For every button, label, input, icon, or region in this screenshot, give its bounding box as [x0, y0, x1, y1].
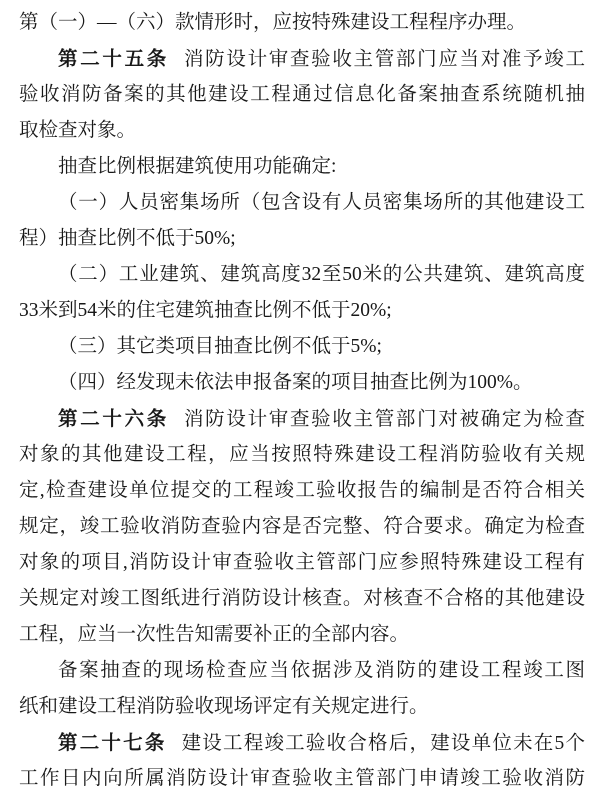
line-text: 抽查比例根据建筑使用功能确定: [58, 156, 337, 177]
text-line [19, 545, 585, 581]
line-text: 工作日内向所属消防设计审查验收主管部门申请竣工验收消防 [19, 768, 585, 789]
line-text: 备案抽查的现场检查应当依据涉及消防的建设工程竣工图 [58, 660, 585, 681]
line-text: 定,检查建设单位提交的工程竣工验收报告的编制是否符合相关 [19, 480, 585, 501]
line-text: 纸和建设工程消防验收现场评定有关规定进行。 [19, 696, 429, 717]
line-text: 程）抽查比例不低于50%; [19, 228, 236, 249]
text-line [19, 473, 585, 509]
text-line [19, 365, 585, 401]
text-line [19, 689, 585, 725]
line-text: 消防设计审查验收主管部门对被确定为检查 [183, 409, 585, 430]
line-text: 33米到54米的住宅建筑抽查比例不低于20%; [19, 300, 392, 321]
line-text: 第（一）—（六）款情形时，应按特殊建设工程程序办理。 [19, 12, 527, 33]
text-line [19, 509, 585, 545]
article-number: 第二十六条 [58, 408, 169, 430]
line-text: 工程，应当一次性告知需要补正的全部内容。 [19, 624, 410, 645]
line-text: 关规定对竣工图纸进行消防设计核查。对核查不合格的其他建设 [19, 588, 585, 609]
article-heading-line [19, 41, 585, 77]
text-line [19, 185, 585, 221]
text-line [19, 113, 585, 149]
text-line [19, 581, 585, 617]
text-line [19, 329, 585, 365]
line-text: （四）经发现未依法申报备案的项目抽查比例为100%。 [58, 372, 533, 393]
line-text: 对象的其他建设工程，应当按照特殊建设工程消防验收有关规 [19, 444, 585, 465]
text-line [19, 293, 585, 329]
text-line [19, 149, 585, 185]
text-line [19, 617, 585, 653]
line-text: （二）工业建筑、建筑高度32至50米的公共建筑、建筑高度 [58, 264, 585, 285]
text-line [19, 77, 585, 113]
line-text: 对象的项目,消防设计审查验收主管部门应参照特殊建设工程有 [19, 552, 585, 573]
line-text: 消防设计审查验收主管部门应当对准予竣工 [183, 49, 585, 70]
article-heading-line [19, 401, 585, 437]
line-text: 规定，竣工验收消防查验内容是否完整、符合要求。确定为检查 [19, 516, 585, 537]
text-line [19, 221, 585, 257]
text-line [19, 761, 585, 797]
line-text: （三）其它类项目抽查比例不低于5%; [58, 336, 382, 357]
text-line [19, 653, 585, 689]
line-text: 验收消防备案的其他建设工程通过信息化备案抽查系统随机抽 [19, 84, 585, 105]
article-number: 第二十七条 [58, 732, 167, 754]
text-line [19, 257, 585, 293]
text-line [19, 5, 585, 41]
line-text: 建设工程竣工验收合格后，建设单位未在5个 [181, 733, 585, 754]
text-line [19, 437, 585, 473]
line-text: 取检查对象。 [19, 120, 137, 141]
article-number: 第二十五条 [58, 48, 169, 70]
line-text: （一）人员密集场所（包含设有人员密集场所的其他建设工 [58, 192, 585, 213]
article-heading-line [19, 725, 585, 761]
document-text-block [19, 5, 585, 797]
